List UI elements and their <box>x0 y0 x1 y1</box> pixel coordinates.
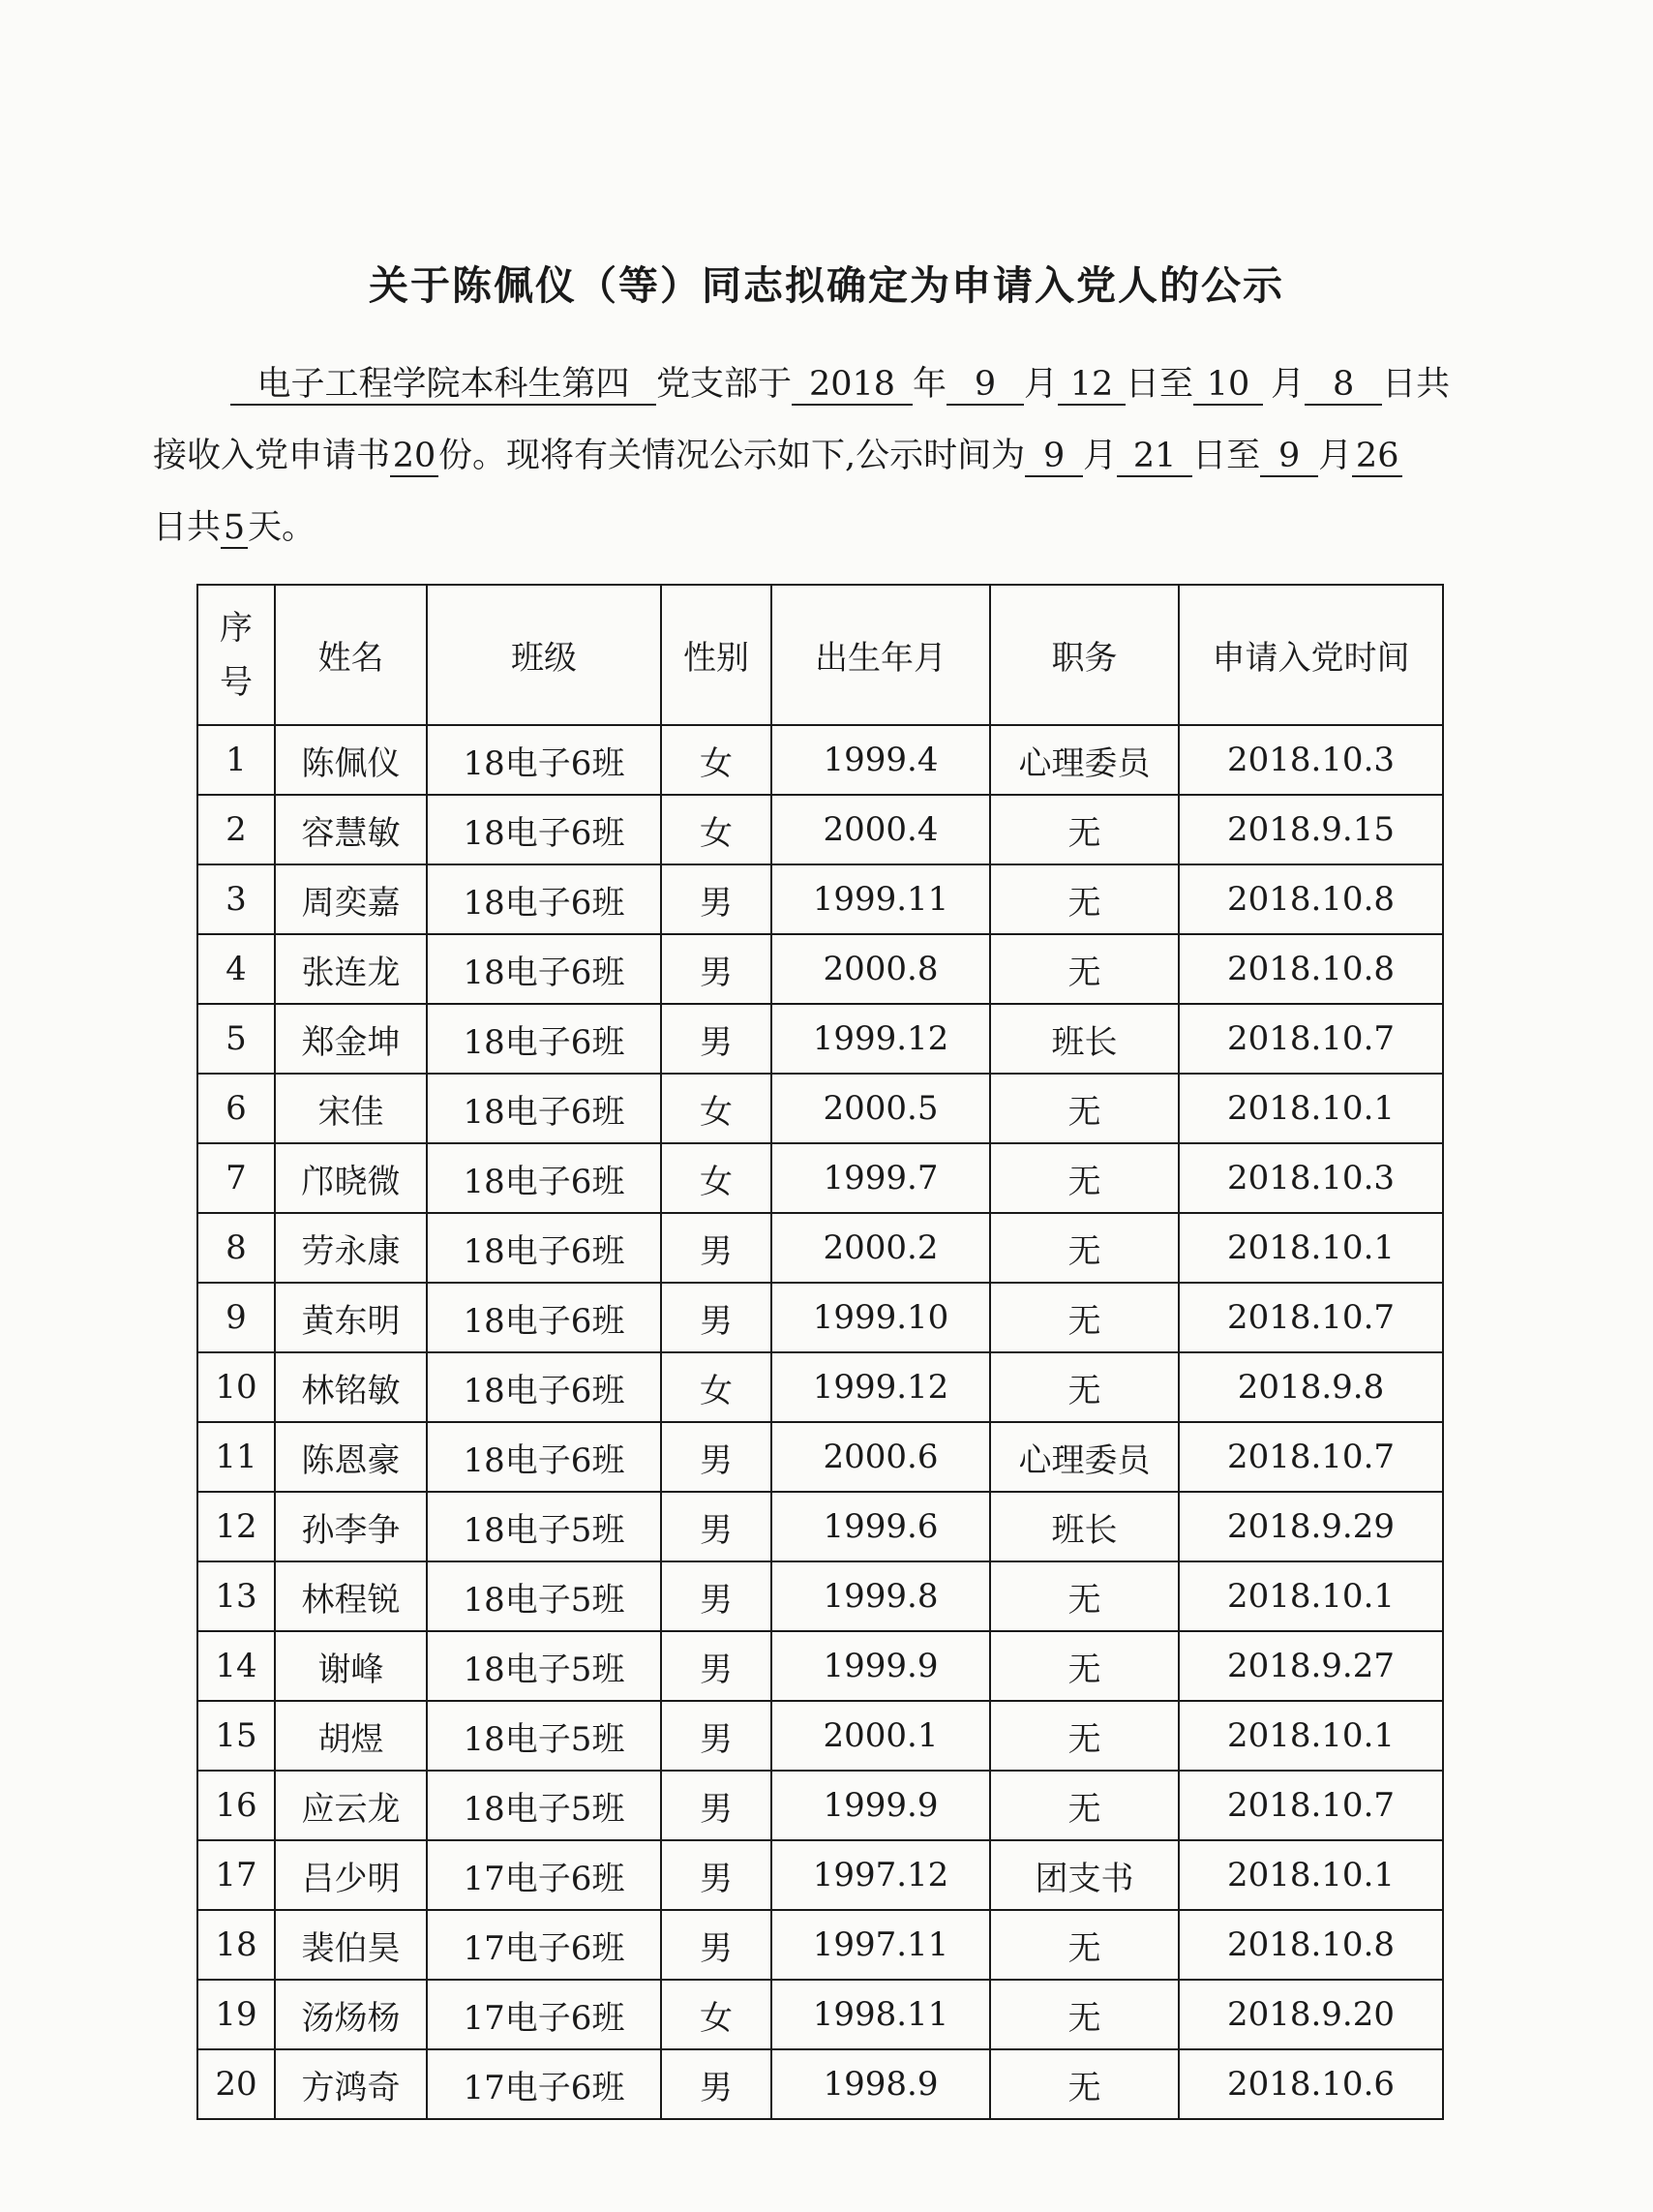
cell-seq: 13 <box>197 1561 275 1631</box>
notice-text: 年 <box>913 365 947 404</box>
cell-seq: 2 <box>197 795 275 864</box>
cell-apply-time: 2018.10.7 <box>1179 1422 1443 1492</box>
cell-apply-time: 2018.10.1 <box>1179 1561 1443 1631</box>
publication-end-month: 9 <box>1260 437 1318 477</box>
cell-position: 无 <box>990 864 1179 934</box>
cell-class: 18电子5班 <box>427 1771 661 1840</box>
cell-birth: 1999.6 <box>771 1492 990 1561</box>
cell-class: 18电子5班 <box>427 1492 661 1561</box>
header-birth: 出生年月 <box>771 585 990 725</box>
cell-class: 17电子6班 <box>427 1980 661 2049</box>
cell-class: 18电子6班 <box>427 1352 661 1422</box>
cell-position: 无 <box>990 1283 1179 1352</box>
cell-seq: 11 <box>197 1422 275 1492</box>
cell-birth: 1999.9 <box>771 1771 990 1840</box>
cell-class: 18电子6班 <box>427 795 661 864</box>
cell-class: 17电子6班 <box>427 2049 661 2119</box>
cell-position: 无 <box>990 1143 1179 1213</box>
cell-class: 18电子5班 <box>427 1631 661 1701</box>
notice-text: 月 <box>1024 365 1059 404</box>
cell-apply-time: 2018.10.6 <box>1179 2049 1443 2119</box>
cell-birth: 2000.1 <box>771 1701 990 1771</box>
cell-gender: 男 <box>661 1910 771 1980</box>
cell-position: 无 <box>990 1631 1179 1701</box>
cell-birth: 1999.10 <box>771 1283 990 1352</box>
cell-gender: 男 <box>661 1422 771 1492</box>
cell-apply-time: 2018.10.8 <box>1179 934 1443 1004</box>
table-row <box>197 1283 1443 1352</box>
table-row <box>197 1980 1443 2049</box>
table-row <box>197 2049 1443 2119</box>
notice-line-2 <box>153 420 1527 492</box>
notice-text: 月 <box>1083 437 1118 475</box>
cell-position: 无 <box>990 795 1179 864</box>
notice-text: 日至 <box>1192 437 1261 475</box>
cell-class: 18电子6班 <box>427 934 661 1004</box>
end-day: 8 <box>1305 365 1382 406</box>
cell-class: 18电子6班 <box>427 1283 661 1352</box>
header-seq-line-2: 号 <box>220 662 253 702</box>
cell-birth: 1999.8 <box>771 1561 990 1631</box>
cell-birth: 1999.9 <box>771 1631 990 1701</box>
cell-gender: 男 <box>661 1631 771 1701</box>
cell-gender: 男 <box>661 1004 771 1074</box>
table-row <box>197 864 1443 934</box>
cell-class: 18电子6班 <box>427 1213 661 1283</box>
notice-text: 份。现将有关情况公示如下,公示时间为 <box>438 437 1026 475</box>
branch-name: 电子工程学院本科生第四 <box>230 365 656 406</box>
cell-name: 汤炀杨 <box>275 1980 427 2049</box>
cell-class: 18电子6班 <box>427 1422 661 1492</box>
cell-gender: 男 <box>661 1492 771 1561</box>
cell-position: 无 <box>990 1074 1179 1143</box>
cell-gender: 男 <box>661 2049 771 2119</box>
header-seq-line-1: 序 <box>220 608 253 648</box>
cell-seq: 4 <box>197 934 275 1004</box>
cell-position: 无 <box>990 1701 1179 1771</box>
cell-gender: 男 <box>661 1840 771 1910</box>
cell-position: 班长 <box>990 1004 1179 1074</box>
cell-position: 无 <box>990 1910 1179 1980</box>
cell-position: 团支书 <box>990 1840 1179 1910</box>
cell-position: 心理委员 <box>990 1422 1179 1492</box>
table-row <box>197 725 1443 795</box>
cell-seq: 18 <box>197 1910 275 1980</box>
cell-apply-time: 2018.10.3 <box>1179 725 1443 795</box>
cell-seq: 20 <box>197 2049 275 2119</box>
cell-birth: 2000.4 <box>771 795 990 864</box>
publication-days: 5 <box>221 508 248 549</box>
start-year: 2018 <box>792 365 913 406</box>
notice-text: 天。 <box>248 508 316 547</box>
cell-apply-time: 2018.10.1 <box>1179 1840 1443 1910</box>
start-month: 9 <box>947 365 1024 406</box>
cell-gender: 女 <box>661 1980 771 2049</box>
notice-paragraph <box>153 348 1527 563</box>
cell-name: 容慧敏 <box>275 795 427 864</box>
cell-birth: 1999.12 <box>771 1004 990 1074</box>
table-row <box>197 1771 1443 1840</box>
cell-seq: 9 <box>197 1283 275 1352</box>
table-row <box>197 1631 1443 1701</box>
cell-position: 心理委员 <box>990 725 1179 795</box>
cell-class: 18电子5班 <box>427 1701 661 1771</box>
header-apply-time: 申请入党时间 <box>1179 585 1443 725</box>
notice-text: 月 <box>1318 437 1353 475</box>
header-seq <box>197 585 275 725</box>
cell-position: 无 <box>990 934 1179 1004</box>
cell-name: 林铭敏 <box>275 1352 427 1422</box>
cell-apply-time: 2018.10.1 <box>1179 1213 1443 1283</box>
table-row <box>197 1701 1443 1771</box>
cell-class: 18电子6班 <box>427 1074 661 1143</box>
table-row <box>197 1143 1443 1213</box>
header-name: 姓名 <box>275 585 427 725</box>
header-class: 班级 <box>427 585 661 725</box>
cell-name: 劳永康 <box>275 1213 427 1283</box>
notice-text: 日共 <box>1382 365 1451 404</box>
cell-birth: 1999.4 <box>771 725 990 795</box>
cell-seq: 7 <box>197 1143 275 1213</box>
cell-apply-time: 2018.10.8 <box>1179 1910 1443 1980</box>
table-row <box>197 1910 1443 1980</box>
cell-birth: 1997.12 <box>771 1840 990 1910</box>
cell-name: 郑金坤 <box>275 1004 427 1074</box>
cell-apply-time: 2018.10.1 <box>1179 1074 1443 1143</box>
cell-apply-time: 2018.9.8 <box>1179 1352 1443 1422</box>
cell-seq: 17 <box>197 1840 275 1910</box>
cell-apply-time: 2018.10.8 <box>1179 864 1443 934</box>
table-row <box>197 1422 1443 1492</box>
cell-class: 18电子6班 <box>427 864 661 934</box>
cell-class: 18电子5班 <box>427 1561 661 1631</box>
cell-birth: 1999.11 <box>771 864 990 934</box>
cell-position: 无 <box>990 1980 1179 2049</box>
table-row <box>197 1352 1443 1422</box>
cell-name: 陈佩仪 <box>275 725 427 795</box>
cell-apply-time: 2018.10.7 <box>1179 1004 1443 1074</box>
cell-apply-time: 2018.10.7 <box>1179 1771 1443 1840</box>
cell-name: 孙李争 <box>275 1492 427 1561</box>
notice-line-3 <box>153 492 1527 563</box>
start-day: 12 <box>1058 365 1126 406</box>
notice-text: 日至 <box>1126 365 1194 404</box>
cell-seq: 16 <box>197 1771 275 1840</box>
cell-apply-time: 2018.10.3 <box>1179 1143 1443 1213</box>
table-row <box>197 1561 1443 1631</box>
cell-class: 18电子6班 <box>427 1143 661 1213</box>
cell-birth: 1998.9 <box>771 2049 990 2119</box>
cell-name: 林程锐 <box>275 1561 427 1631</box>
cell-gender: 男 <box>661 1283 771 1352</box>
cell-name: 方鸿奇 <box>275 2049 427 2119</box>
cell-seq: 3 <box>197 864 275 934</box>
cell-apply-time: 2018.9.27 <box>1179 1631 1443 1701</box>
cell-gender: 女 <box>661 725 771 795</box>
notice-text: 党支部于 <box>656 365 793 404</box>
publication-start-month: 9 <box>1025 437 1083 477</box>
cell-name: 胡煜 <box>275 1701 427 1771</box>
cell-seq: 12 <box>197 1492 275 1561</box>
cell-name: 黄东明 <box>275 1283 427 1352</box>
cell-position: 无 <box>990 1561 1179 1631</box>
cell-seq: 6 <box>197 1074 275 1143</box>
cell-position: 无 <box>990 1771 1179 1840</box>
cell-class: 18电子6班 <box>427 725 661 795</box>
cell-name: 裴伯昊 <box>275 1910 427 1980</box>
table-row <box>197 1840 1443 1910</box>
cell-apply-time: 2018.9.29 <box>1179 1492 1443 1561</box>
cell-name: 应云龙 <box>275 1771 427 1840</box>
cell-apply-time: 2018.9.20 <box>1179 1980 1443 2049</box>
table-row <box>197 934 1443 1004</box>
cell-gender: 男 <box>661 1701 771 1771</box>
cell-class: 17电子6班 <box>427 1910 661 1980</box>
cell-birth: 1997.11 <box>771 1910 990 1980</box>
cell-birth: 2000.6 <box>771 1422 990 1492</box>
cell-name: 宋佳 <box>275 1074 427 1143</box>
notice-line-1 <box>153 348 1527 420</box>
cell-name: 张连龙 <box>275 934 427 1004</box>
cell-apply-time: 2018.10.1 <box>1179 1701 1443 1771</box>
cell-position: 无 <box>990 1213 1179 1283</box>
cell-class: 17电子6班 <box>427 1840 661 1910</box>
cell-birth: 1999.12 <box>771 1352 990 1422</box>
cell-gender: 男 <box>661 1213 771 1283</box>
cell-position: 无 <box>990 2049 1179 2119</box>
cell-birth: 2000.8 <box>771 934 990 1004</box>
cell-seq: 19 <box>197 1980 275 2049</box>
cell-birth: 2000.5 <box>771 1074 990 1143</box>
cell-name: 吕少明 <box>275 1840 427 1910</box>
cell-name: 陈恩豪 <box>275 1422 427 1492</box>
cell-seq: 8 <box>197 1213 275 1283</box>
cell-gender: 男 <box>661 1561 771 1631</box>
cell-seq: 14 <box>197 1631 275 1701</box>
cell-gender: 男 <box>661 934 771 1004</box>
cell-apply-time: 2018.9.15 <box>1179 795 1443 864</box>
table-row <box>197 1213 1443 1283</box>
cell-name: 邝晓微 <box>275 1143 427 1213</box>
cell-birth: 1999.7 <box>771 1143 990 1213</box>
cell-apply-time: 2018.10.7 <box>1179 1283 1443 1352</box>
table-row <box>197 1074 1443 1143</box>
cell-name: 周奕嘉 <box>275 864 427 934</box>
cell-gender: 女 <box>661 1143 771 1213</box>
notice-text: 月 <box>1271 365 1306 404</box>
cell-position: 无 <box>990 1352 1179 1422</box>
application-count: 20 <box>390 437 438 477</box>
header-gender: 性别 <box>661 585 771 725</box>
cell-class: 18电子6班 <box>427 1004 661 1074</box>
cell-position: 班长 <box>990 1492 1179 1561</box>
cell-name: 谢峰 <box>275 1631 427 1701</box>
table-body <box>197 725 1443 2119</box>
cell-birth: 1998.11 <box>771 1980 990 2049</box>
table-row <box>197 1492 1443 1561</box>
document-title: 关于陈佩仪（等）同志拟确定为申请入党人的公示 <box>369 262 1284 309</box>
cell-gender: 女 <box>661 1074 771 1143</box>
cell-seq: 15 <box>197 1701 275 1771</box>
table-header-row <box>197 585 1443 725</box>
publication-start-day: 21 <box>1117 437 1192 477</box>
notice-text: 日共 <box>153 508 222 547</box>
cell-gender: 女 <box>661 1352 771 1422</box>
cell-seq: 1 <box>197 725 275 795</box>
table-row <box>197 1004 1443 1074</box>
publication-end-day: 26 <box>1352 437 1402 477</box>
notice-text: 接收入党申请书 <box>153 437 391 475</box>
table-row <box>197 795 1443 864</box>
applicant-table <box>196 584 1444 2120</box>
header-position: 职务 <box>990 585 1179 725</box>
cell-gender: 男 <box>661 1771 771 1840</box>
cell-seq: 10 <box>197 1352 275 1422</box>
cell-gender: 女 <box>661 795 771 864</box>
cell-birth: 2000.2 <box>771 1213 990 1283</box>
cell-seq: 5 <box>197 1004 275 1074</box>
end-month: 10 <box>1193 365 1263 406</box>
cell-gender: 男 <box>661 864 771 934</box>
